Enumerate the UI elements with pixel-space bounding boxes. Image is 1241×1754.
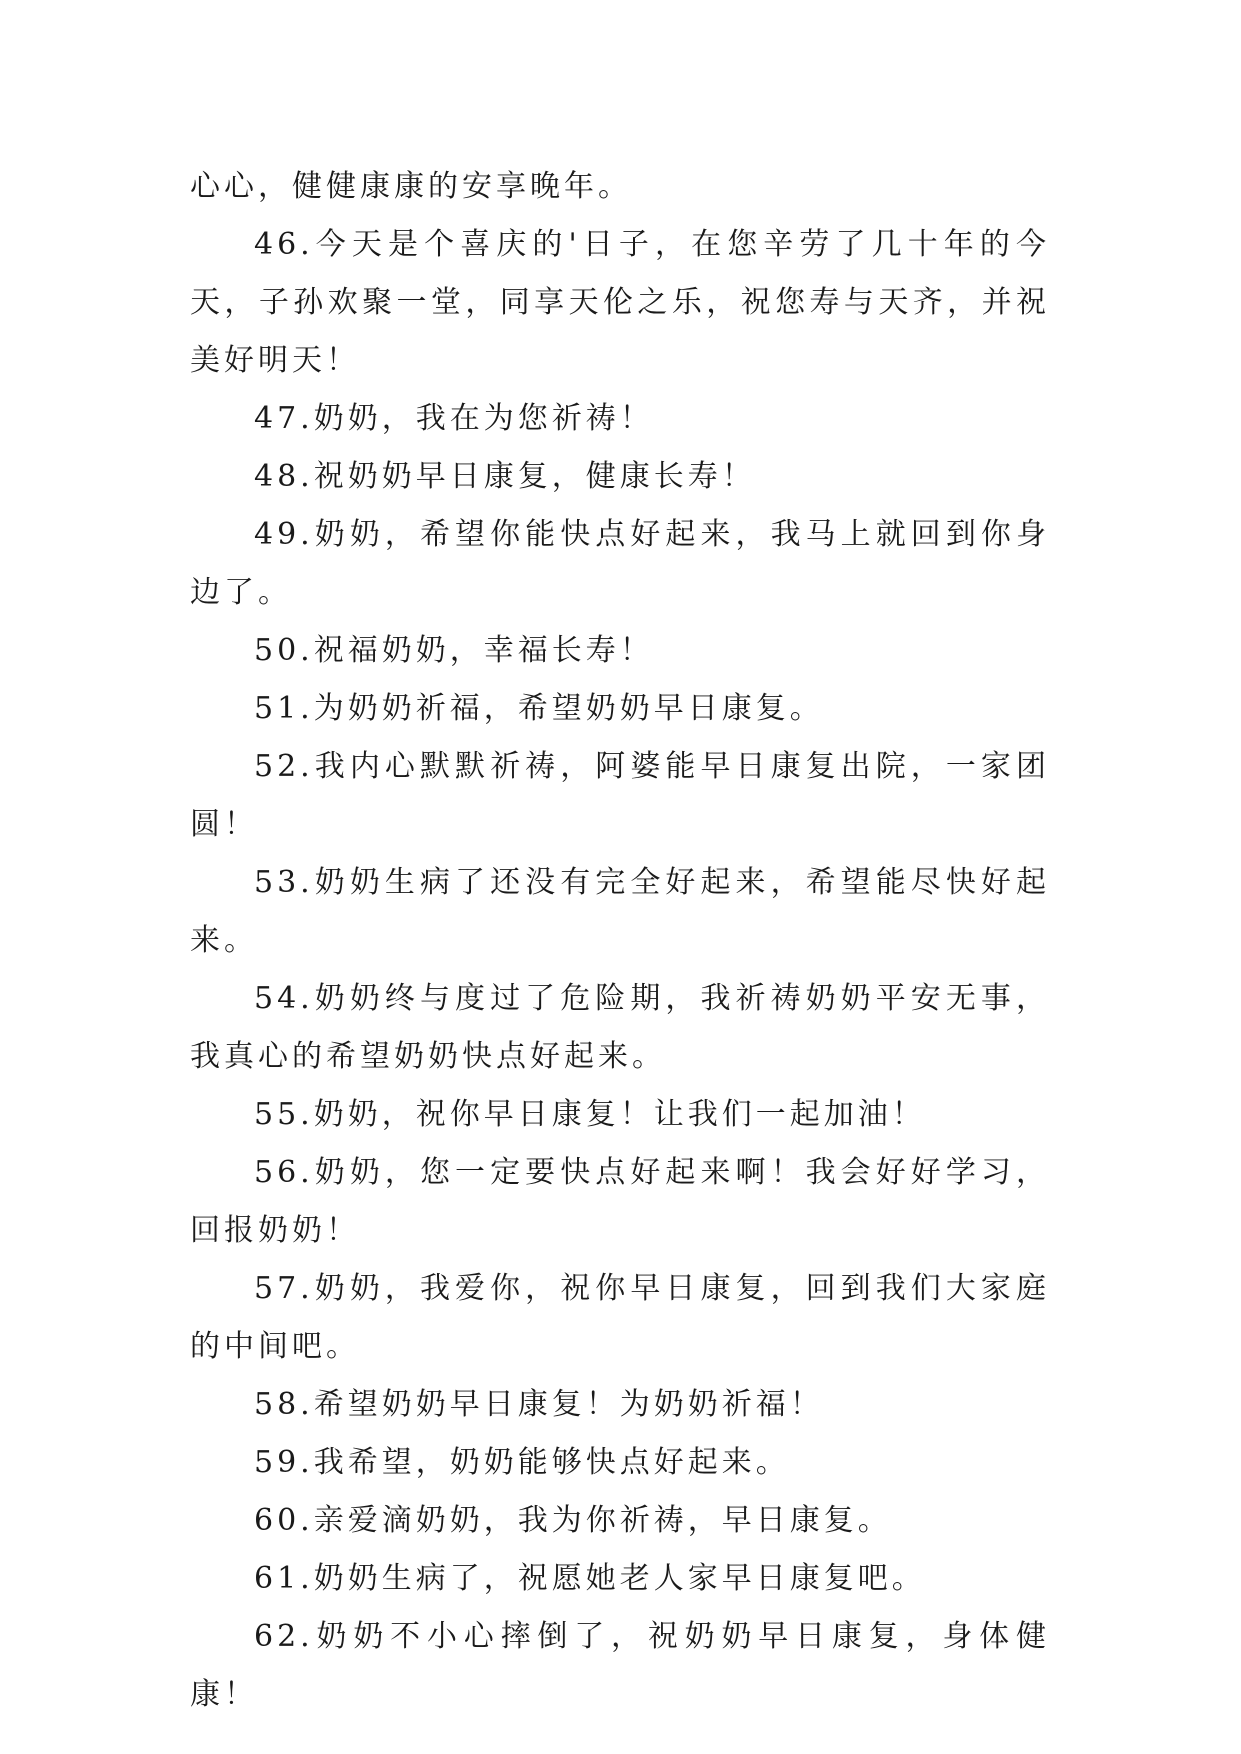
paragraph-59: 59.我希望，奶奶能够快点好起来。 bbox=[254, 1445, 790, 1480]
paragraph-55: 55.奶奶，祝你早日康复！让我们一起加油！ bbox=[254, 1097, 926, 1132]
paragraph-51: 51.为奶奶祈福，希望奶奶早日康复。 bbox=[254, 691, 824, 726]
paragraph-60: 60.亲爱滴奶奶，我为你祈祷，早日康复。 bbox=[254, 1503, 892, 1538]
paragraph-46: 46.今天是个喜庆的'日子，在您辛劳了几十年的今天，子孙欢聚一堂，同享天伦之乐，祝您寿与天齐，并祝美好明天！ bbox=[190, 227, 1050, 378]
paragraph-47: 47.奶奶，我在为您祈祷！ bbox=[254, 401, 654, 436]
paragraph-56: 56.奶奶，您一定要快点好起来啊！我会好好学习，回报奶奶！ bbox=[190, 1155, 1050, 1248]
paragraph-48: 48.祝奶奶早日康复，健康长寿！ bbox=[254, 459, 756, 494]
paragraph-61: 61.奶奶生病了，祝愿她老人家早日康复吧。 bbox=[254, 1561, 926, 1596]
paragraph-58: 58.希望奶奶早日康复！为奶奶祈福！ bbox=[254, 1387, 824, 1422]
document-body bbox=[190, 158, 1050, 1724]
paragraph-50: 50.祝福奶奶，幸福长寿！ bbox=[254, 633, 654, 668]
paragraph-57: 57.奶奶，我爱你，祝你早日康复，回到我们大家庭的中间吧。 bbox=[190, 1271, 1050, 1364]
paragraph-52: 52.我内心默默祈祷，阿婆能早日康复出院，一家团圆！ bbox=[190, 749, 1050, 842]
paragraph-53: 53.奶奶生病了还没有完全好起来，希望能尽快好起来。 bbox=[190, 865, 1050, 958]
paragraph-62: 62.奶奶不小心摔倒了，祝奶奶早日康复，身体健康！ bbox=[190, 1619, 1050, 1712]
paragraph-49: 49.奶奶，希望你能快点好起来，我马上就回到你身边了。 bbox=[190, 517, 1050, 610]
paragraph-54: 54.奶奶终与度过了危险期，我祈祷奶奶平安无事，我真心的希望奶奶快点好起来。 bbox=[190, 981, 1050, 1074]
paragraph-continuation: 心心，健健康康的安享晚年。 bbox=[190, 169, 632, 204]
